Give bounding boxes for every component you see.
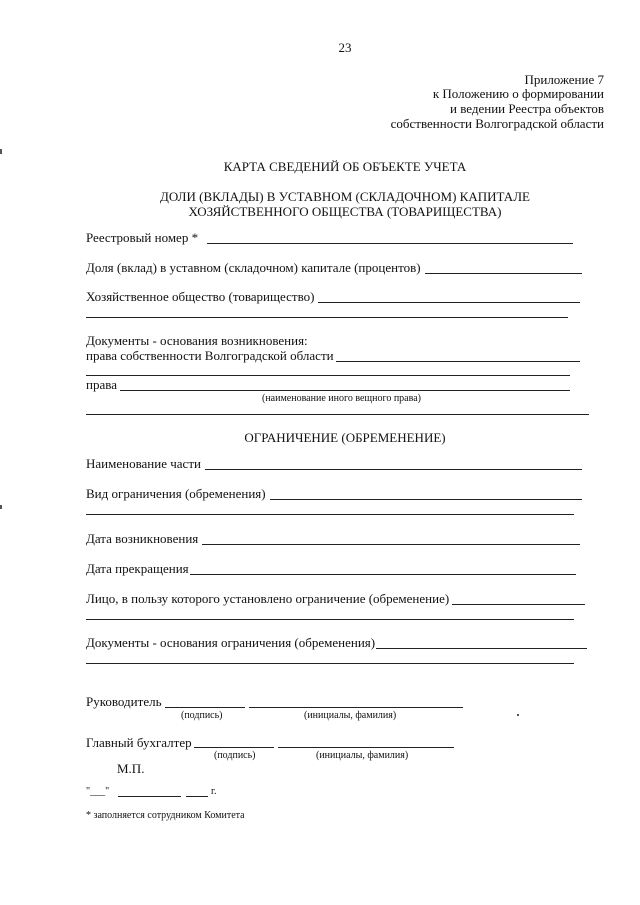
end-date-label: Дата прекращения bbox=[86, 561, 189, 576]
registry-number-input-line[interactable] bbox=[207, 243, 573, 244]
part-name-label: Наименование части bbox=[86, 456, 201, 471]
beneficiary-input-line[interactable] bbox=[452, 604, 585, 605]
part-name-input-line[interactable] bbox=[205, 469, 582, 470]
card-title: КАРТА СВЕДЕНИЙ ОБ ОБЪЕКТЕ УЧЕТА bbox=[223, 159, 467, 174]
docs-ownership-input-line[interactable] bbox=[336, 361, 580, 362]
rights-label: права bbox=[86, 377, 117, 392]
head-name-line[interactable] bbox=[249, 707, 463, 708]
start-date-label: Дата возникновения bbox=[86, 531, 199, 546]
head-label: Руководитель bbox=[86, 694, 162, 709]
accountant-label: Главный бухгалтер bbox=[86, 735, 192, 750]
restriction-kind-input-line[interactable] bbox=[270, 499, 582, 500]
restriction-kind-input-line-2[interactable] bbox=[86, 514, 574, 515]
docs-ownership-input-line-2[interactable] bbox=[86, 375, 570, 376]
head-signature-line[interactable] bbox=[165, 707, 245, 708]
date-year-line[interactable] bbox=[186, 796, 208, 797]
share-input-line[interactable] bbox=[425, 273, 582, 274]
scan-speck bbox=[517, 714, 519, 716]
accountant-name-caption: (инициалы, фамилия) bbox=[316, 750, 409, 761]
date-month-line[interactable] bbox=[118, 796, 181, 797]
card-subtitle: ХОЗЯЙСТВЕННОГО ОБЩЕСТВА (ТОВАРИЩЕСТВА) bbox=[188, 204, 502, 219]
beneficiary-input-line-2[interactable] bbox=[86, 619, 574, 620]
page-number: 23 bbox=[338, 40, 352, 55]
footnote: * заполняется сотрудником Комитета bbox=[86, 810, 245, 821]
date-day: "___" bbox=[86, 786, 110, 797]
company-input-line[interactable] bbox=[318, 302, 580, 303]
registry-number-label: Реестровый номер * bbox=[86, 230, 199, 245]
beneficiary-label: Лицо, в пользу которого установлено ограничение (обременение) bbox=[86, 591, 450, 606]
rights-input-line[interactable] bbox=[120, 390, 570, 391]
head-name-caption: (инициалы, фамилия) bbox=[304, 710, 397, 721]
accountant-signature-caption: (подпись) bbox=[214, 750, 256, 761]
date-year-suffix: г. bbox=[211, 786, 217, 797]
head-signature-caption: (подпись) bbox=[181, 710, 223, 721]
restriction-docs-label: Документы - основания ограничения (обременения) bbox=[86, 635, 376, 650]
card-subtitle: ДОЛИ (ВКЛАДЫ) В УСТАВНОМ (СКЛАДОЧНОМ) КАПИТАЛЕ bbox=[160, 189, 530, 204]
start-date-input-line[interactable] bbox=[202, 544, 580, 545]
scan-mark bbox=[0, 505, 2, 509]
stamp-place: М.П. bbox=[117, 761, 145, 776]
end-date-input-line[interactable] bbox=[190, 574, 576, 575]
rights-input-line-2[interactable] bbox=[86, 414, 589, 415]
appendix-line: собственности Волгоградской области bbox=[390, 116, 604, 131]
docs-ownership-label: права собственности Волгоградской области bbox=[86, 348, 334, 363]
appendix-line: к Положению о формировании bbox=[432, 86, 604, 101]
accountant-signature-line[interactable] bbox=[194, 747, 274, 748]
docs-label: Документы - основания возникновения: bbox=[86, 333, 308, 348]
rights-note: (наименование иного вещного права) bbox=[262, 393, 421, 404]
restriction-heading: ОГРАНИЧЕНИЕ (ОБРЕМЕНЕНИЕ) bbox=[244, 430, 446, 445]
appendix-line: и ведении Реестра объектов bbox=[449, 101, 604, 116]
appendix-title: Приложение 7 bbox=[524, 72, 604, 87]
accountant-name-line[interactable] bbox=[278, 747, 454, 748]
company-label: Хозяйственное общество (товарищество) bbox=[86, 289, 315, 304]
restriction-docs-input-line-2[interactable] bbox=[86, 663, 574, 664]
company-input-line-2[interactable] bbox=[86, 317, 568, 318]
restriction-kind-label: Вид ограничения (обременения) bbox=[86, 486, 266, 501]
share-label: Доля (вклад) в уставном (складочном) капитале (процентов) bbox=[86, 260, 421, 275]
restriction-docs-input-line[interactable] bbox=[376, 648, 587, 649]
scan-mark bbox=[0, 149, 2, 154]
